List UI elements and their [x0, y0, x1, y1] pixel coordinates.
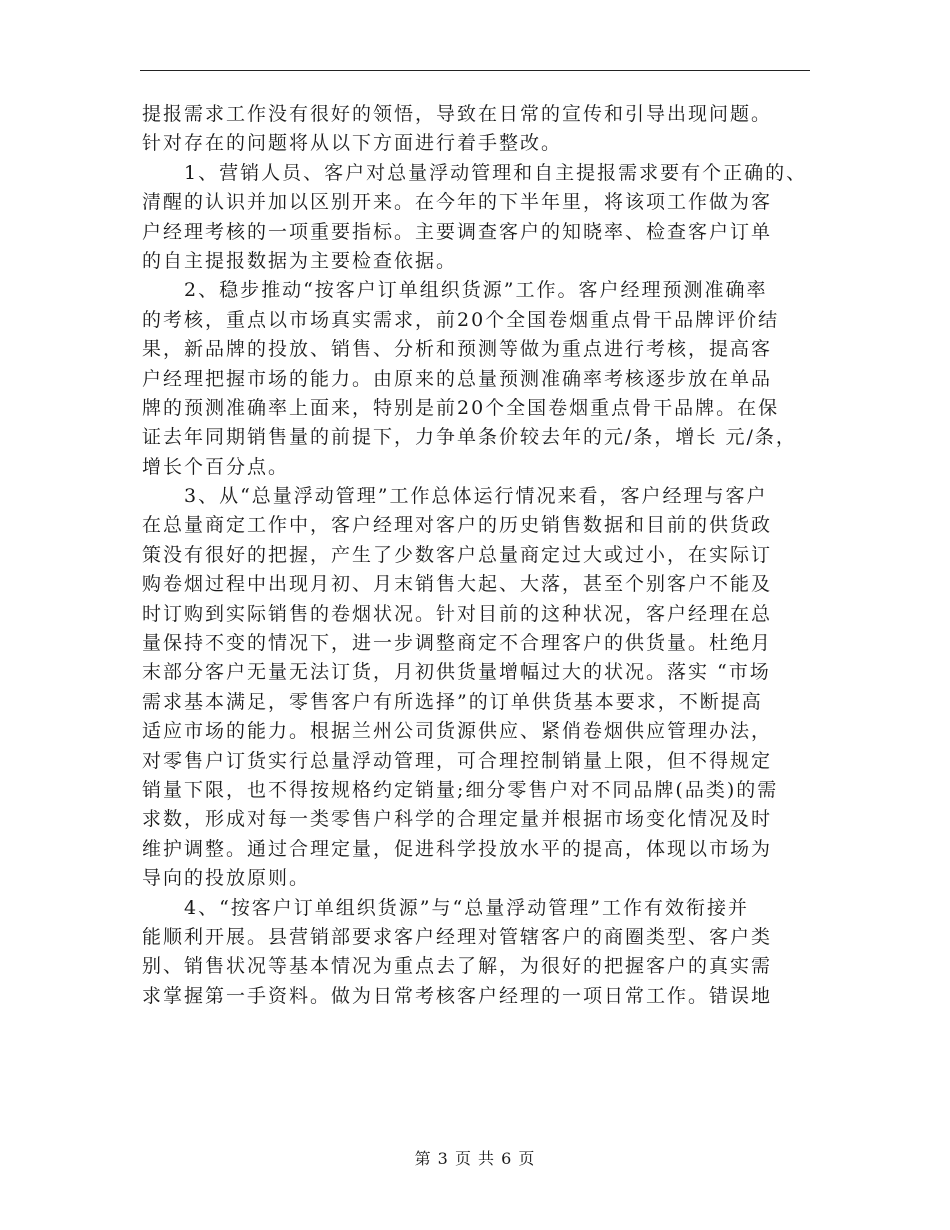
- text-line: 增长个百分点。: [142, 455, 290, 478]
- document-body: [142, 100, 812, 1011]
- text-line: 策没有很好的把握，产生了少数客户总量商定过大或过小，在实际订: [142, 543, 773, 566]
- text-line: 求数，形成对每一类零售户科学的合理定量并根据市场变化情况及时: [142, 808, 773, 831]
- text-line: 销量下限，也不得按规格约定销量;细分零售户对不同品牌(品类)的需: [142, 778, 779, 801]
- text-line: 牌的预测准确率上面来，特别是前20个全国卷烟重点骨干品牌。在保: [142, 396, 780, 419]
- text-line: 末部分客户无量无法订货，月初供货量增幅过大的状况。落实 “市场: [142, 661, 771, 684]
- text-line: 的考核，重点以市场真实需求，前20个全国卷烟重点骨干品牌评价结: [142, 308, 780, 331]
- text-line: 能顺利开展。县营销部要求客户经理对管辖客户的商圈类型、客户类: [142, 925, 773, 948]
- text-line: 户经理把握市场的能力。由原来的总量预测准确率考核逐步放在单品: [142, 367, 773, 390]
- text-line: 户经理考核的一项重要指标。主要调查客户的知晓率、检查客户订单: [142, 220, 773, 243]
- text-line: 的自主提报数据为主要检查依据。: [142, 249, 458, 272]
- text-line: 对零售户订货实行总量浮动管理，可合理控制销量上限，但不得规定: [142, 749, 773, 772]
- text-line: 导向的投放原则。: [142, 867, 311, 890]
- text-line: 别、销售状况等基本情况为重点去了解，为很好的把握客户的真实需: [142, 955, 773, 978]
- text-line: 提报需求工作没有很好的领悟，导致在日常的宣传和引导出现问题。: [142, 103, 773, 125]
- text-line: 购卷烟过程中出现月初、月末销售大起、大落，甚至个别客户不能及: [142, 573, 773, 596]
- text-line: 适应市场的能力。根据兰州公司货源供应、紧俏卷烟供应管理办法，: [142, 720, 773, 743]
- paragraph-first-line: 2、稳步推动“按客户订单组织货源”工作。客户经理预测准确率: [184, 279, 768, 302]
- header-rule: [140, 70, 810, 71]
- text-line: 需求基本满足，零售客户有所选择”的订单供货基本要求，不断提高: [142, 690, 763, 713]
- text-line: 求掌握第一手资料。做为日常考核客户经理的一项日常工作。错误地: [142, 984, 773, 1007]
- paragraph-first-line: 3、从“总量浮动管理”工作总体运行情况来看，客户经理与客户: [184, 485, 768, 508]
- paragraph-first-line: 4、“按客户订单组织货源”与“总量浮动管理”工作有效衔接并: [184, 896, 749, 919]
- text-line: 量保持不变的情况下，进一步调整商定不合理客户的供货量。杜绝月: [142, 632, 773, 655]
- text-line: 果，新品牌的投放、销售、分析和预测等做为重点进行考核，提高客: [142, 338, 773, 361]
- paragraph-first-line: 1、营销人员、客户对总量浮动管理和自主提报需求要有个正确的、: [184, 161, 808, 184]
- text-line: 时订购到实际销售的卷烟状况。针对目前的这种状况，客户经理在总: [142, 602, 773, 625]
- text-line: 针对存在的问题将从以下方面进行着手整改。: [142, 132, 563, 155]
- page-number: 第 3 页 共 6 页: [414, 1149, 536, 1168]
- text-line: 证去年同期销售量的前提下，力争单条价较去年的元/条，增长 元/条，: [142, 426, 797, 449]
- text-line: 维护调整。通过合理定量，促进科学投放水平的提高，体现以市场为: [142, 837, 773, 860]
- text-line: 清醒的认识并加以区别开来。在今年的下半年里，将该项工作做为客: [142, 191, 773, 214]
- text-line: 在总量商定工作中，客户经理对客户的历史销售数据和目前的供货政: [142, 514, 773, 537]
